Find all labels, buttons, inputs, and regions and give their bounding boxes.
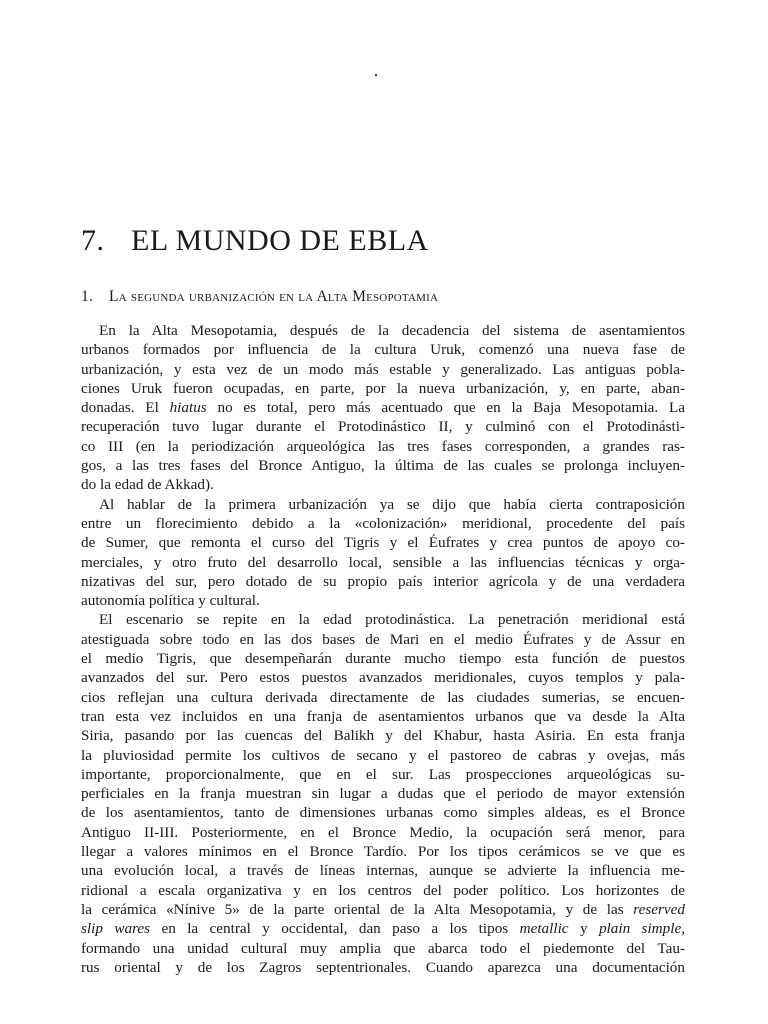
section-title — [81, 288, 438, 306]
text-line: Al hablar de la primera urbanización ya se dijo que había cierta contraposición — [99, 495, 685, 513]
paragraph-1 — [81, 321, 685, 495]
text-line: rus oriental y de los Zagros septentrionales. Cuando aparezca una documentación — [81, 958, 685, 976]
text-line: urbanización, y esta vez de un modo más estable y generalizado. Las antiguas pobla- — [81, 360, 685, 378]
text-line: cios reflejan una cultura derivada directamente de las ciudades sumerias, se encuen- — [81, 688, 685, 706]
text-segment: , — [681, 920, 686, 938]
text-line: autonomía política y cultural. — [81, 592, 260, 610]
text-line — [81, 919, 685, 938]
chapter-number: 7. — [81, 224, 105, 257]
text-line: merciales, y otro fruto del desarrollo local, sensible a las influencias técnicas y orga- — [81, 553, 685, 571]
text-line: Antiguo II-III. Posteriormente, en el Bronce Medio, la ocupación será menor, para — [81, 823, 685, 841]
text-line: llegar a valores mínimos en el Bronce Tardío. Por los tipos cerámicos se ve que es — [81, 843, 685, 861]
text-line: formando una unidad cultural muy amplia que abarca todo el piedemonte del Tau- — [81, 939, 685, 957]
text-line: co III (en la periodización arqueológica las tres fases corresponden, a grandes ras- — [81, 437, 685, 455]
text-segment: donadas. El — [81, 399, 170, 417]
header-dot-mark: · — [373, 65, 379, 85]
text-line — [81, 900, 685, 919]
paragraph-3 — [81, 610, 685, 977]
chapter-title — [81, 224, 429, 258]
chapter-title-text: EL MUNDO DE EBLA — [131, 224, 429, 257]
text-line: Siria, pasando por las cuencas del Balikh y del Khabur, hasta Asiria. En esta franja — [81, 727, 685, 745]
text-segment: y — [568, 920, 599, 938]
text-line — [81, 398, 685, 417]
text-line: el medio Tigris, que desempeñarán durante mucho tiempo esta función de puestos — [81, 650, 685, 668]
section-title-text: La segunda urbanización en la Alta Mesopotamia — [109, 288, 439, 305]
text-line: entre un florecimiento debido a la «colonización» meridional, procedente del país — [81, 514, 685, 532]
text-line: atestiguada sobre todo en las dos bases de Mari en el medio Éufrates y de Assur en — [81, 630, 685, 648]
body-text — [81, 321, 685, 977]
text-line: El escenario se repite en la edad protodinástica. La penetración meridional está — [99, 611, 685, 629]
text-line: do la edad de Akkad). — [81, 476, 214, 494]
text-line: gos, a las tres fases del Bronce Antiguo, la última de las cuales se prolonga incluyen- — [81, 457, 685, 475]
text-line: de los asentamientos, tanto de dimensiones urbanas como simples aldeas, es el Bronce — [81, 804, 685, 822]
text-line: En la Alta Mesopotamia, después de la decadencia del sistema de asentamientos — [99, 322, 685, 339]
italic-term: plain simple — [598, 920, 682, 938]
text-line: una evolución local, a través de líneas internas, aunque se advierte la influencia me- — [81, 862, 685, 880]
text-line: ridional a escala organizativa y en los centros del poder político. Los horizontes de — [81, 881, 685, 899]
text-line: perficiales en la franja muestran sin lugar a dudas que el periodo de mayor extensión — [81, 785, 685, 803]
italic-term: metallic — [519, 920, 569, 938]
text-line: tran esta vez incluidos en una franja de asentamientos urbanos que va desde la Alta — [81, 707, 685, 725]
text-segment: en la central y occidental, dan paso a los tipos — [150, 920, 520, 938]
text-line: ciones Uruk fueron ocupadas, en parte, por la nueva urbanización, y, en parte, aban- — [81, 379, 685, 397]
text-line: nizativas del sur, pero dotado de su propio país interior agrícola y de una verdadera — [81, 572, 685, 590]
text-line: la pluviosidad permite los cultivos de secano y el pastoreo de cabras y ovejas, más — [81, 746, 685, 764]
paragraph-2 — [81, 495, 685, 611]
text-segment: la cerámica «Nínive 5» de la parte oriental de la Alta Mesopotamia, y de las — [81, 900, 634, 918]
italic-term: hiatus — [169, 399, 207, 417]
text-line: urbanos formados por influencia de la cultura Uruk, comenzó una nueva fase de — [81, 341, 685, 359]
text-line: importante, proporcionalmente, que en el sur. Las prospecciones arqueológicas su- — [81, 765, 685, 783]
text-line: recuperación tuvo lugar durante el Protodinástico II, y culminó con el Protodinásti- — [81, 418, 685, 436]
text-line: de Sumer, que remonta el curso del Tigris y el Éufrates y crea puntos de apoyo co- — [81, 534, 685, 552]
italic-term: slip wares — [81, 920, 151, 938]
text-line: avanzados del sur. Pero estos puestos avanzados meridionales, cuyos templos y pala- — [81, 669, 685, 687]
text-segment: no es total, pero más acentuado que en la Baja Mesopotamia. La — [206, 399, 685, 417]
section-number: 1. — [81, 288, 94, 305]
italic-term: reserved — [633, 900, 685, 918]
